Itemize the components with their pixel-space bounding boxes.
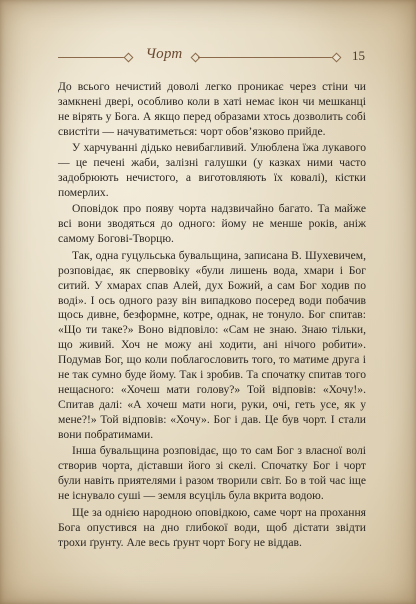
body-text	[58, 80, 366, 552]
header-rule-left	[58, 57, 126, 58]
header-ornament-diamond	[332, 53, 342, 63]
paragraph: Інша бувальщина розповідає, що то сам Бог з власної волі створив чорта, діставши його зі скелі. Спочатку Бог і чорт були навіть приятелями і разом творили світ. Бо в той час іще не існувало суші — земля всуціль була вкрита водою.	[58, 444, 366, 503]
paragraph: Оповідок про появу чорта надзвичайно багато. Та майже всі вони зводяться до одного: йому не менше років, аніж самому Богові-Творцю.	[58, 202, 366, 246]
running-title: Чорт	[145, 46, 183, 62]
paragraph: Ще за однією народною оповідкою, саме чорт на прохання Бога опустився на дно глибокої води, щоб дістати звідти трохи ґрунту. Але весь ґрунт чорт Богу не віддав.	[58, 505, 366, 549]
paragraph: У харчуванні дідько невибагливий. Улюблена їжа лукавого — це печені жаби, залізні галушки (у казках ними часто задобрюють нечистого, а виготовляють їх ковалі), кістки померлих.	[58, 141, 366, 200]
page-number: 15	[352, 48, 365, 63]
running-header	[0, 46, 416, 66]
paragraph: Так, одна гуцульська бувальщина, записана В. Шухевичем, розповідає, як спервовіку «були лишень вода, хмари і Бог ситий. У хмарах спав Алей, дух Божий, а сам Бог ходив по воді». І ось одного разу він випадково посеред води побачив щось дивне, безформне, котре, однак, не тонуло. Бог спитав: «Що ти таке?» Воно відповіло: «Сам не знаю. Знаю тільки, що живий. Хоч не можу ані ходити, ані нічого робити». Подумав Бог, що коли поблагословить того, то матиме друга і не так сумно буде йому. Так і зробив. Та спочатку спитав того нещасного: «Хочеш мати голову?» Той відповів: «Хочу!». Спитав далі: «А хочеш мати ноги, руки, очі, геть усе, як у мене?!» Той відповів: «Хочу». Бог і дав. Це був чорт. І стали вони побратимами.	[58, 248, 366, 442]
header-ornament-diamond	[124, 53, 134, 63]
header-rule-right	[198, 57, 334, 58]
paragraph: До всього нечистий доволі легко проникає через стіни чи замкнені двері, особливо коли в хаті немає ікон чи мешканці не вірять у Бога. А якщо перед образами хтось дозволить собі свистіти — начуватиметься: чорт обов’язково прийде.	[58, 80, 366, 138]
